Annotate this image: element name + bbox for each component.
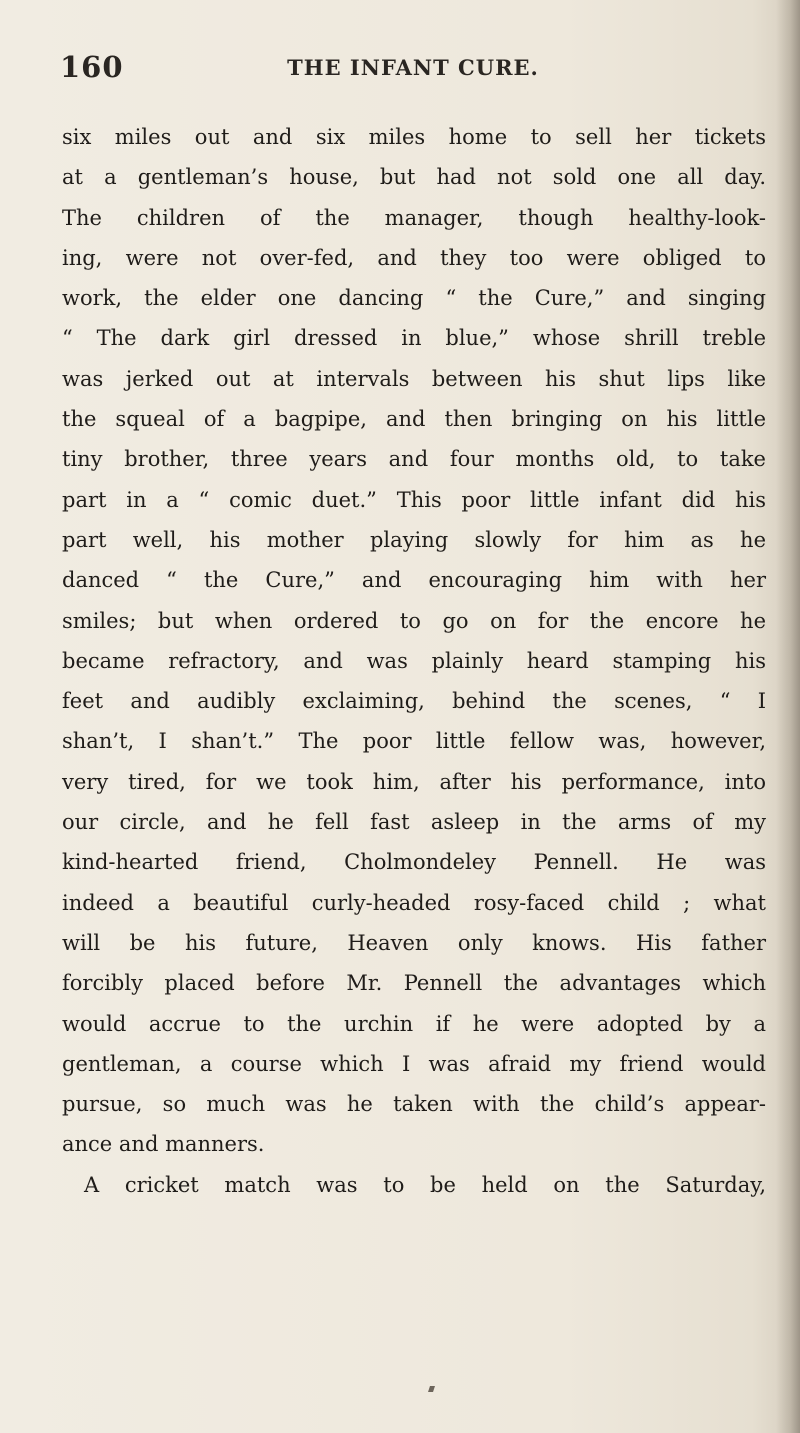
text-line: pursue, so much was he taken with the child’s appear- (62, 1092, 766, 1117)
text-line: shan’t, I shan’t.” The poor little fellow was, however, (62, 729, 766, 754)
text-line: very tired, for we took him, after his performance, into (62, 769, 766, 794)
text-line: was jerked out at intervals between his shut lips like (62, 366, 766, 391)
running-title: THE INFANT CURE. (287, 55, 539, 80)
text-line: kind-hearted friend, Cholmondeley Pennell. He was (62, 850, 766, 875)
text-line: will be his future, Heaven only knows. His father (62, 930, 766, 955)
text-line: became refractory, and was plainly heard stamping his (62, 648, 766, 673)
text-line: forcibly placed before Mr. Pennell the advantages which (62, 971, 766, 996)
page-number: 160 (60, 50, 124, 84)
text-line: indeed a beautiful curly-headed rosy-faced child ; what (62, 890, 766, 915)
body-text (62, 117, 766, 1205)
text-line: six miles out and six miles home to sell her tickets (62, 125, 766, 149)
text-line: the squeal of a bagpipe, and then bringing on his little (62, 407, 766, 432)
text-line: part in a “ comic duet.” This poor little infant did his (62, 487, 766, 512)
running-head (60, 50, 766, 90)
text-line: danced “ the Cure,” and encouraging him with her (62, 568, 766, 593)
text-line: gentleman, a course which I was afraid my friend would (62, 1051, 766, 1076)
text-line: tiny brother, three years and four months old, to take (62, 447, 766, 472)
page-edge-shadow (776, 0, 800, 1433)
text-line-paragraph-end: ance and manners. (62, 1132, 265, 1157)
text-line-paragraph-start: A cricket match was to be held on the Saturday, (84, 1172, 766, 1197)
text-line: would accrue to the urchin if he were adopted by a (62, 1011, 766, 1036)
text-line: work, the elder one dancing “ the Cure,” and singing (62, 286, 766, 311)
text-line: at a gentleman’s house, but had not sold one all day. (62, 165, 766, 190)
text-line: part well, his mother playing slowly for him as he (62, 527, 766, 552)
text-line: feet and audibly exclaiming, behind the scenes, “ I (62, 689, 766, 714)
text-line: The children of the manager, though healthy-look- (62, 205, 766, 230)
print-mark (428, 1386, 435, 1392)
text-line: smiles; but when ordered to go on for the encore he (62, 608, 766, 633)
text-line: “ The dark girl dressed in blue,” whose shrill treble (62, 326, 766, 351)
text-line: ing, were not over-fed, and they too were obliged to (62, 245, 766, 270)
text-line: our circle, and he fell fast asleep in the arms of my (62, 810, 766, 835)
